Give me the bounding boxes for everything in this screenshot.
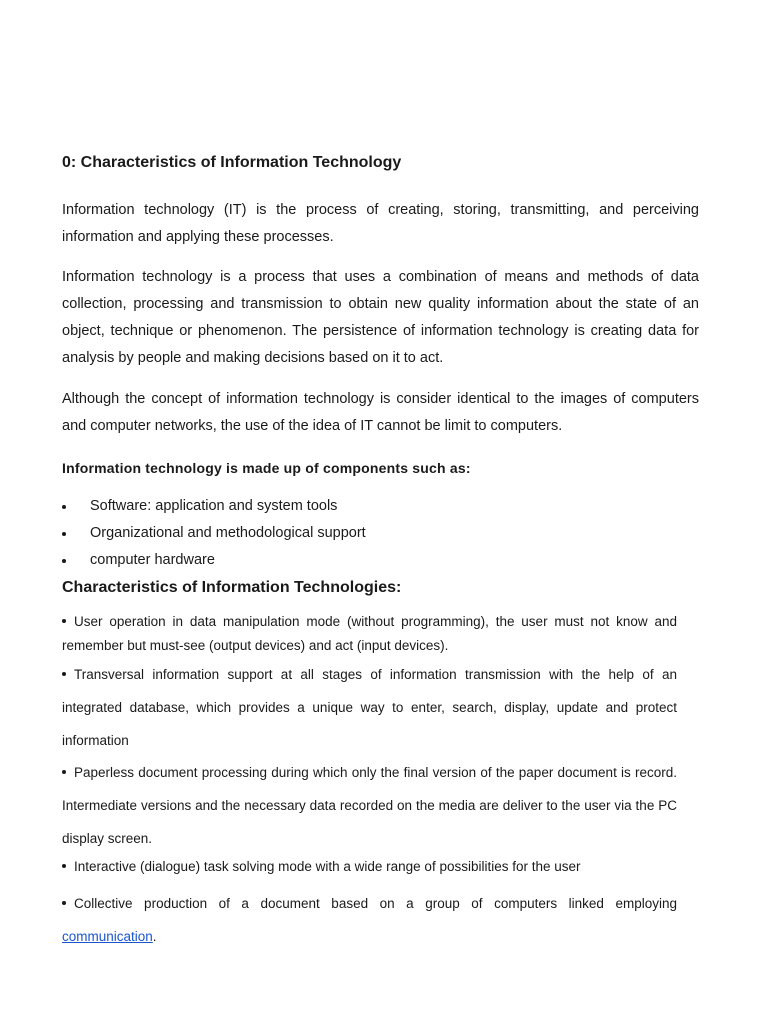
bullet-icon (62, 619, 66, 623)
list-item: Software: application and system tools (62, 493, 366, 520)
paragraph-3: Although the concept of information technology is consider identical to the images of computers and computer networks, the use of the idea of IT cannot be limit to computers. (62, 391, 699, 434)
bullet-icon (62, 672, 66, 676)
characteristic-item (62, 658, 677, 757)
paragraph-2: Information technology is a process that uses a combination of means and methods of data collection, processing and transmission to obtain new quality information about the state of an object, technique or phenomenon. The persistence of information technology is creating data for analysis by people and making decisions based on it to act. (62, 269, 699, 366)
components-heading: Information technology is made up of components such as: (62, 460, 471, 476)
paragraph-1: Information technology (IT) is the process of creating, storing, transmitting, and perceiving information and applying these processes. (62, 202, 699, 245)
bullet-icon (62, 901, 66, 905)
characteristic-item (62, 887, 677, 953)
characteristic-text: Paperless document processing during which only the final version of the paper document is record. Intermediate versions and the necessary data recorded on the media are deliver to the user via the PC display screen. (62, 765, 677, 846)
components-list (62, 493, 366, 574)
characteristic-item (62, 756, 677, 855)
bullet-icon (62, 770, 66, 774)
characteristic-text: User operation in data manipulation mode (without programming), the user must not know and remember but must-see (output devices) and act (input devices). (62, 614, 677, 653)
list-item: computer hardware (62, 547, 366, 574)
characteristics-heading: Characteristics of Information Technologies: (62, 579, 402, 596)
characteristic-text: Transversal information support at all stages of information transmission with the help of an integrated database, which provides a unique way to enter, search, display, update and protect information (62, 667, 677, 748)
characteristic-item (62, 610, 677, 658)
characteristic-text: Collective production of a document based on a group of computers linked employing (74, 896, 677, 911)
communication-link[interactable]: communication (62, 929, 153, 944)
characteristic-text: Interactive (dialogue) task solving mode with a wide range of possibilities for the user (74, 859, 581, 874)
link-suffix: . (152, 929, 157, 944)
list-item: Organizational and methodological support (62, 520, 366, 547)
bullet-icon (62, 864, 66, 868)
characteristic-item (62, 855, 677, 879)
page-title: 0: Characteristics of Information Technology (62, 154, 402, 171)
